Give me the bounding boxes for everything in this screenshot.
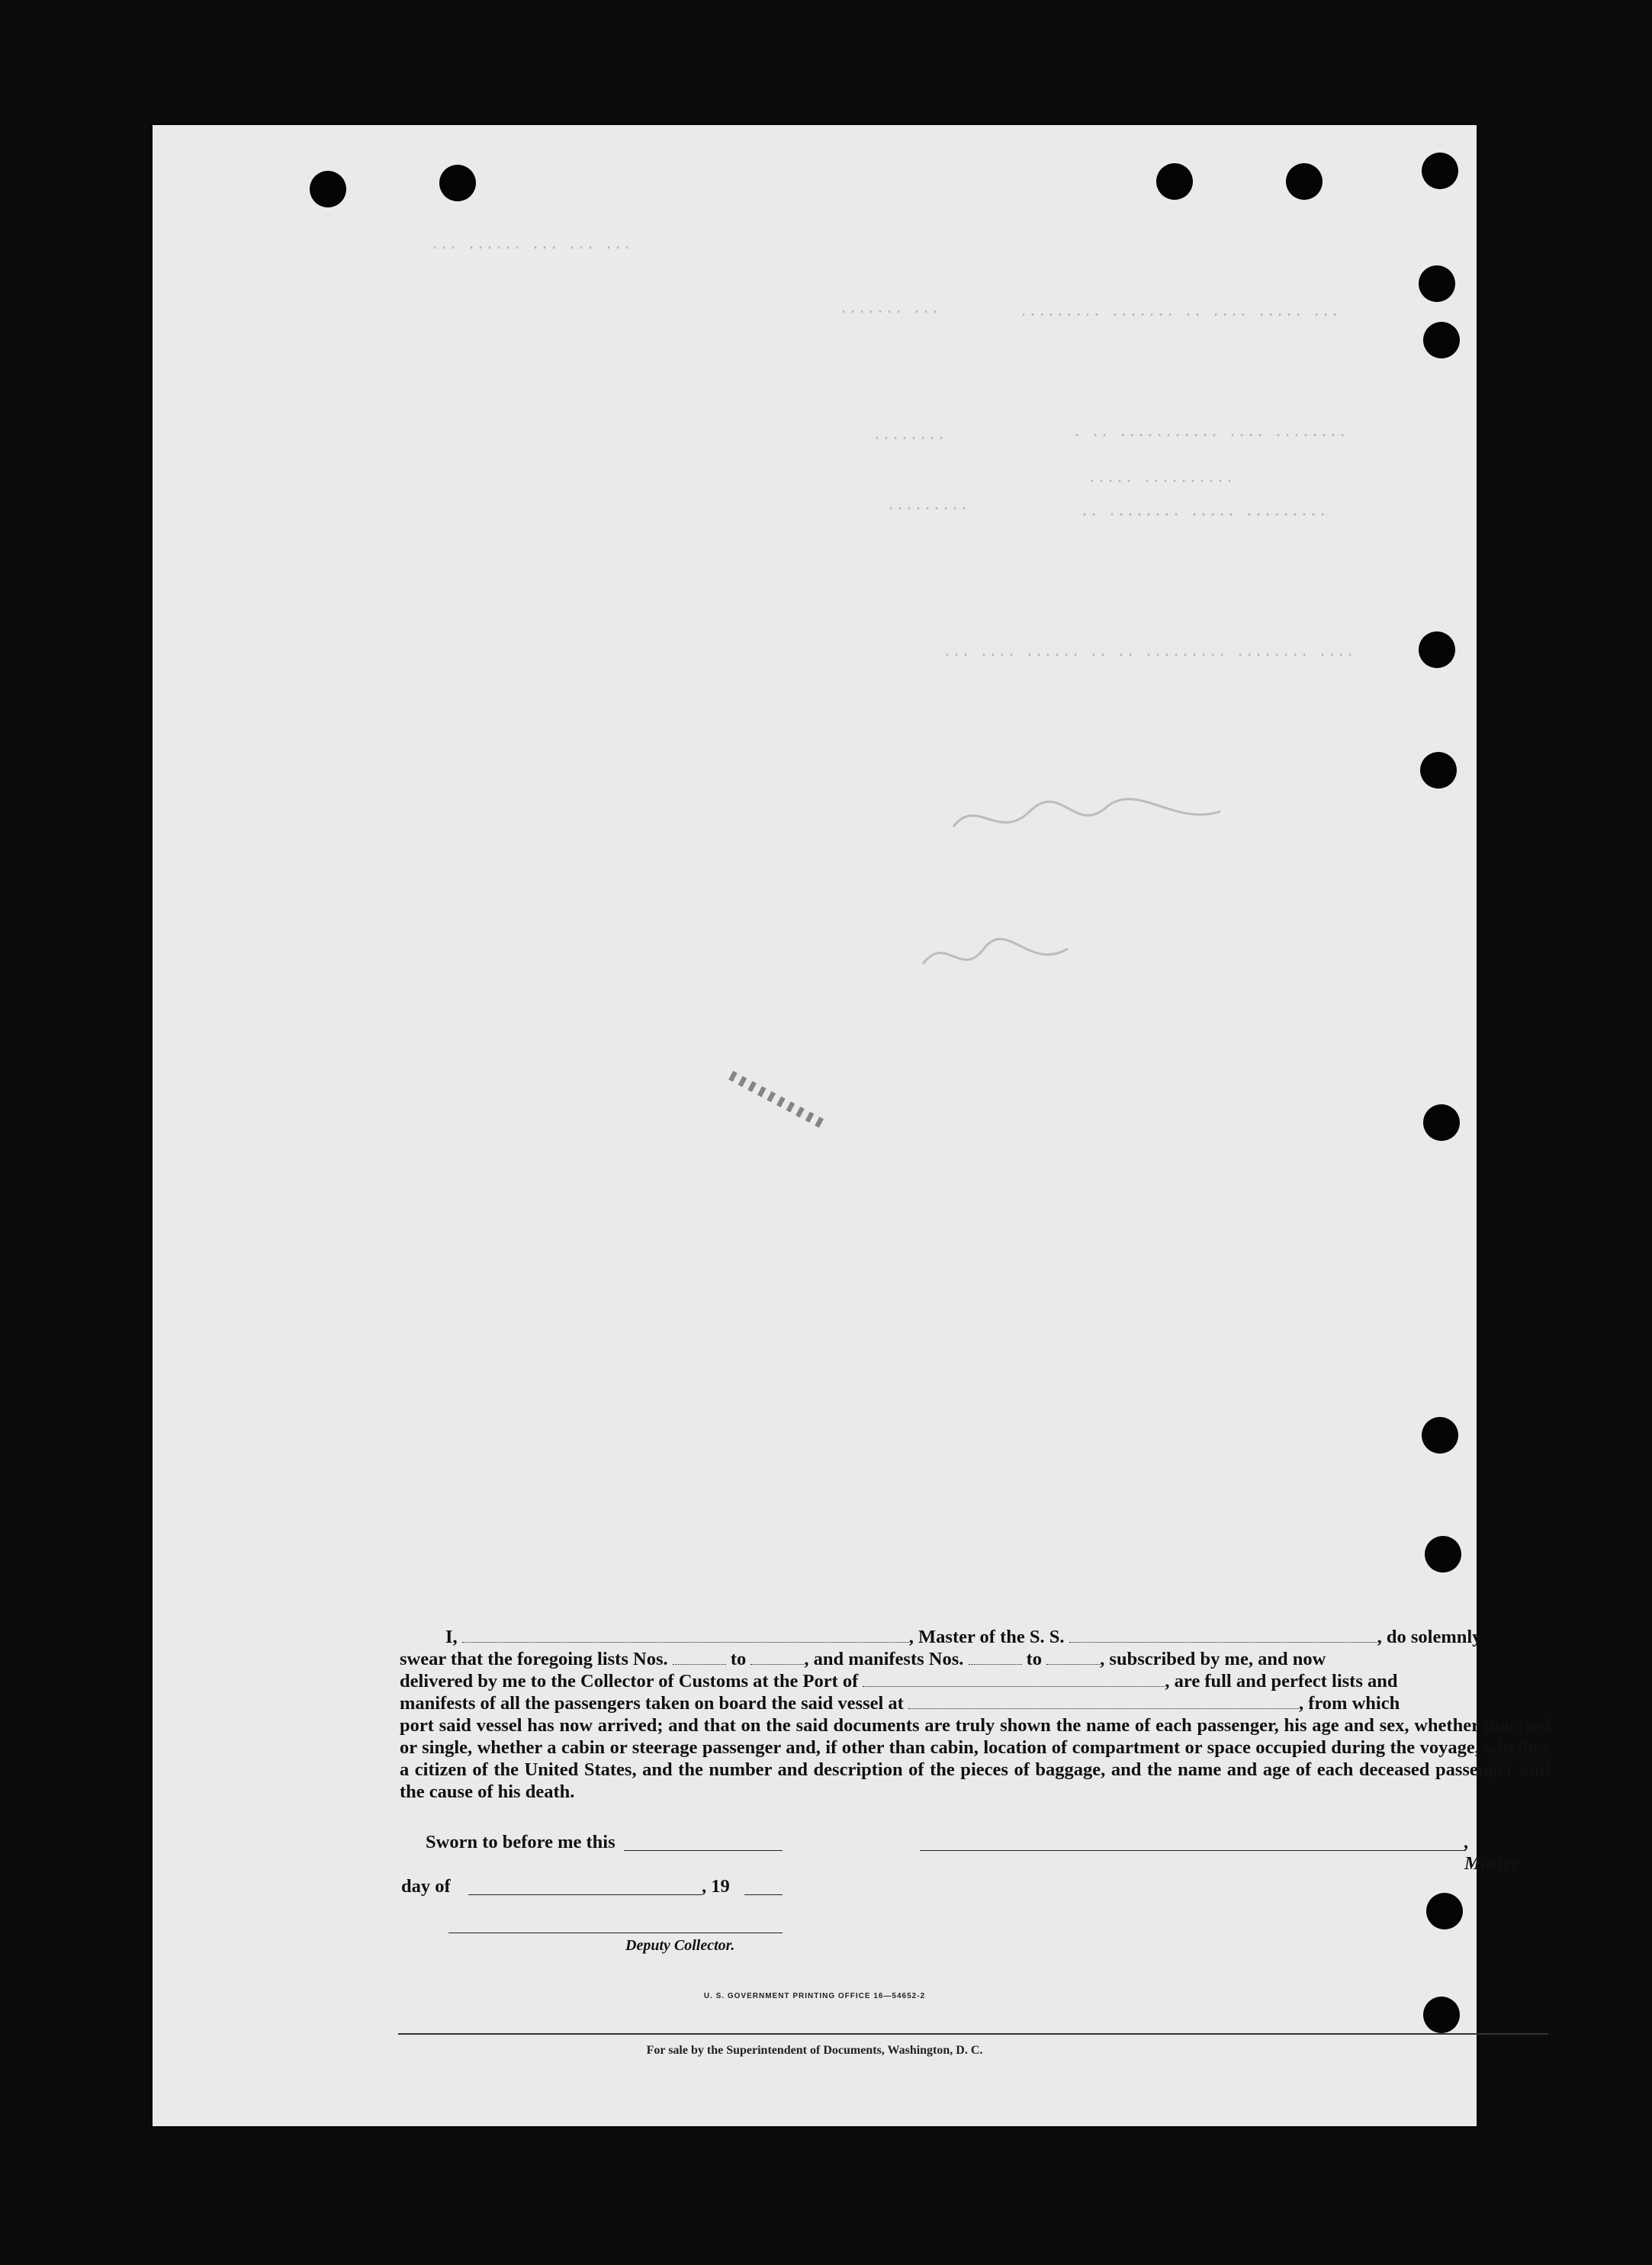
oath-line3-b: , are full and perfect lists and <box>1165 1671 1398 1692</box>
oath-line2-e: , subscribed by me, and now <box>1100 1649 1326 1669</box>
punch-hole <box>1419 631 1455 668</box>
blank-list-from <box>673 1650 726 1665</box>
punch-hole <box>1419 265 1455 302</box>
punch-hole <box>1422 1417 1458 1454</box>
bleed-through-text: ···· ········ ········· ·· ·· ······ ···· ··· <box>943 647 1355 664</box>
master-label: , Master <box>1464 1832 1519 1874</box>
stamp-impression: ▮▮▮▮▮▮▮▮▮▮ <box>723 1065 828 1133</box>
punch-hole <box>1422 153 1458 189</box>
sale-notice: For sale by the Superintendent of Documents, Washington, D. C. <box>646 2044 983 2057</box>
blank-sworn-date <box>624 1850 783 1851</box>
deputy-collector-label: Deputy Collector. <box>625 1937 735 1954</box>
bleed-through-text: ·········· ····· <box>1088 473 1235 490</box>
blank-day <box>468 1894 702 1895</box>
blank-manifest-from <box>969 1650 1022 1665</box>
year-label: , 19 <box>702 1876 730 1897</box>
bleed-through-text: ········· ····· ········ ·· <box>1080 506 1328 524</box>
punch-hole <box>310 171 346 207</box>
blank-manifest-to <box>1046 1650 1100 1665</box>
blank-master-signature <box>920 1850 1466 1851</box>
bleed-through-text: ········· <box>886 500 969 518</box>
oath-body: port said vessel has now arrived; and that on the said documents are truly shown the name of each passenger, his age and sex, whether married or single, whether a cabin or steerage passenger and, if other than cabin, location of compartment or space occupied during the voyage, whether a citizen of the United States, and the number and description of the pieces of baggage, and the name and age of each deceased passenger and the cause of his death. <box>400 1715 1550 1802</box>
bleed-through-text: ··· ··· ··· ······ ··· <box>430 239 632 257</box>
oath-line2-b: to <box>730 1649 747 1669</box>
oath-line1-a: I, <box>445 1627 458 1647</box>
bleed-through-text: ··· ····· ···· ·· ······· ········· <box>1019 307 1340 324</box>
punch-hole <box>1423 1104 1460 1141</box>
blank-list-to <box>750 1650 804 1665</box>
oath-line2-d: to <box>1026 1649 1043 1669</box>
punch-hole <box>1286 163 1323 200</box>
oath-line2-c: , and manifests Nos. <box>804 1649 964 1669</box>
blank-embark-port <box>908 1695 1299 1709</box>
gpo-imprint: U. S. GOVERNMENT PRINTING OFFICE 16—54652-2 <box>703 1992 926 2000</box>
bleed-through-text: ········ ···· ··········· ·· · <box>1072 427 1348 445</box>
document-page <box>153 125 1550 2126</box>
blank-vessel-name <box>1069 1628 1377 1643</box>
blank-name-master <box>462 1628 909 1643</box>
punch-hole <box>1156 163 1193 200</box>
oath-line4-b: , from which <box>1298 1693 1400 1714</box>
oath-text <box>400 1626 1550 1803</box>
oath-line1-c: , do solemnly <box>1377 1627 1482 1647</box>
oath-line4-a: manifests of all the passengers taken on board the said vessel at <box>400 1693 904 1714</box>
bleed-through-signature <box>915 926 1114 987</box>
oath-line3-a: delivered by me to the Collector of Customs at the Port of <box>400 1671 859 1692</box>
bleed-through-signature <box>946 781 1266 857</box>
blank-port <box>863 1672 1165 1687</box>
oath-line1-b: , Master of the S. S. <box>908 1627 1065 1647</box>
bleed-through-text: ········ <box>873 430 947 448</box>
oath-line2-a: swear that the foregoing lists Nos. <box>400 1649 668 1669</box>
punch-hole <box>1423 322 1460 358</box>
punch-hole <box>1420 752 1457 789</box>
punch-hole <box>1426 1893 1463 1929</box>
punch-hole <box>1423 1997 1460 2033</box>
bleed-through-text: ··· ······· <box>839 304 940 321</box>
punch-hole <box>1425 1536 1461 1573</box>
blank-year <box>744 1894 783 1895</box>
day-of-label: day of <box>401 1876 451 1897</box>
sworn-label: Sworn to before me this <box>426 1832 615 1852</box>
blank-deputy-signature <box>448 1932 783 1933</box>
punch-hole <box>439 165 476 201</box>
footer-rule <box>398 2033 1548 2035</box>
